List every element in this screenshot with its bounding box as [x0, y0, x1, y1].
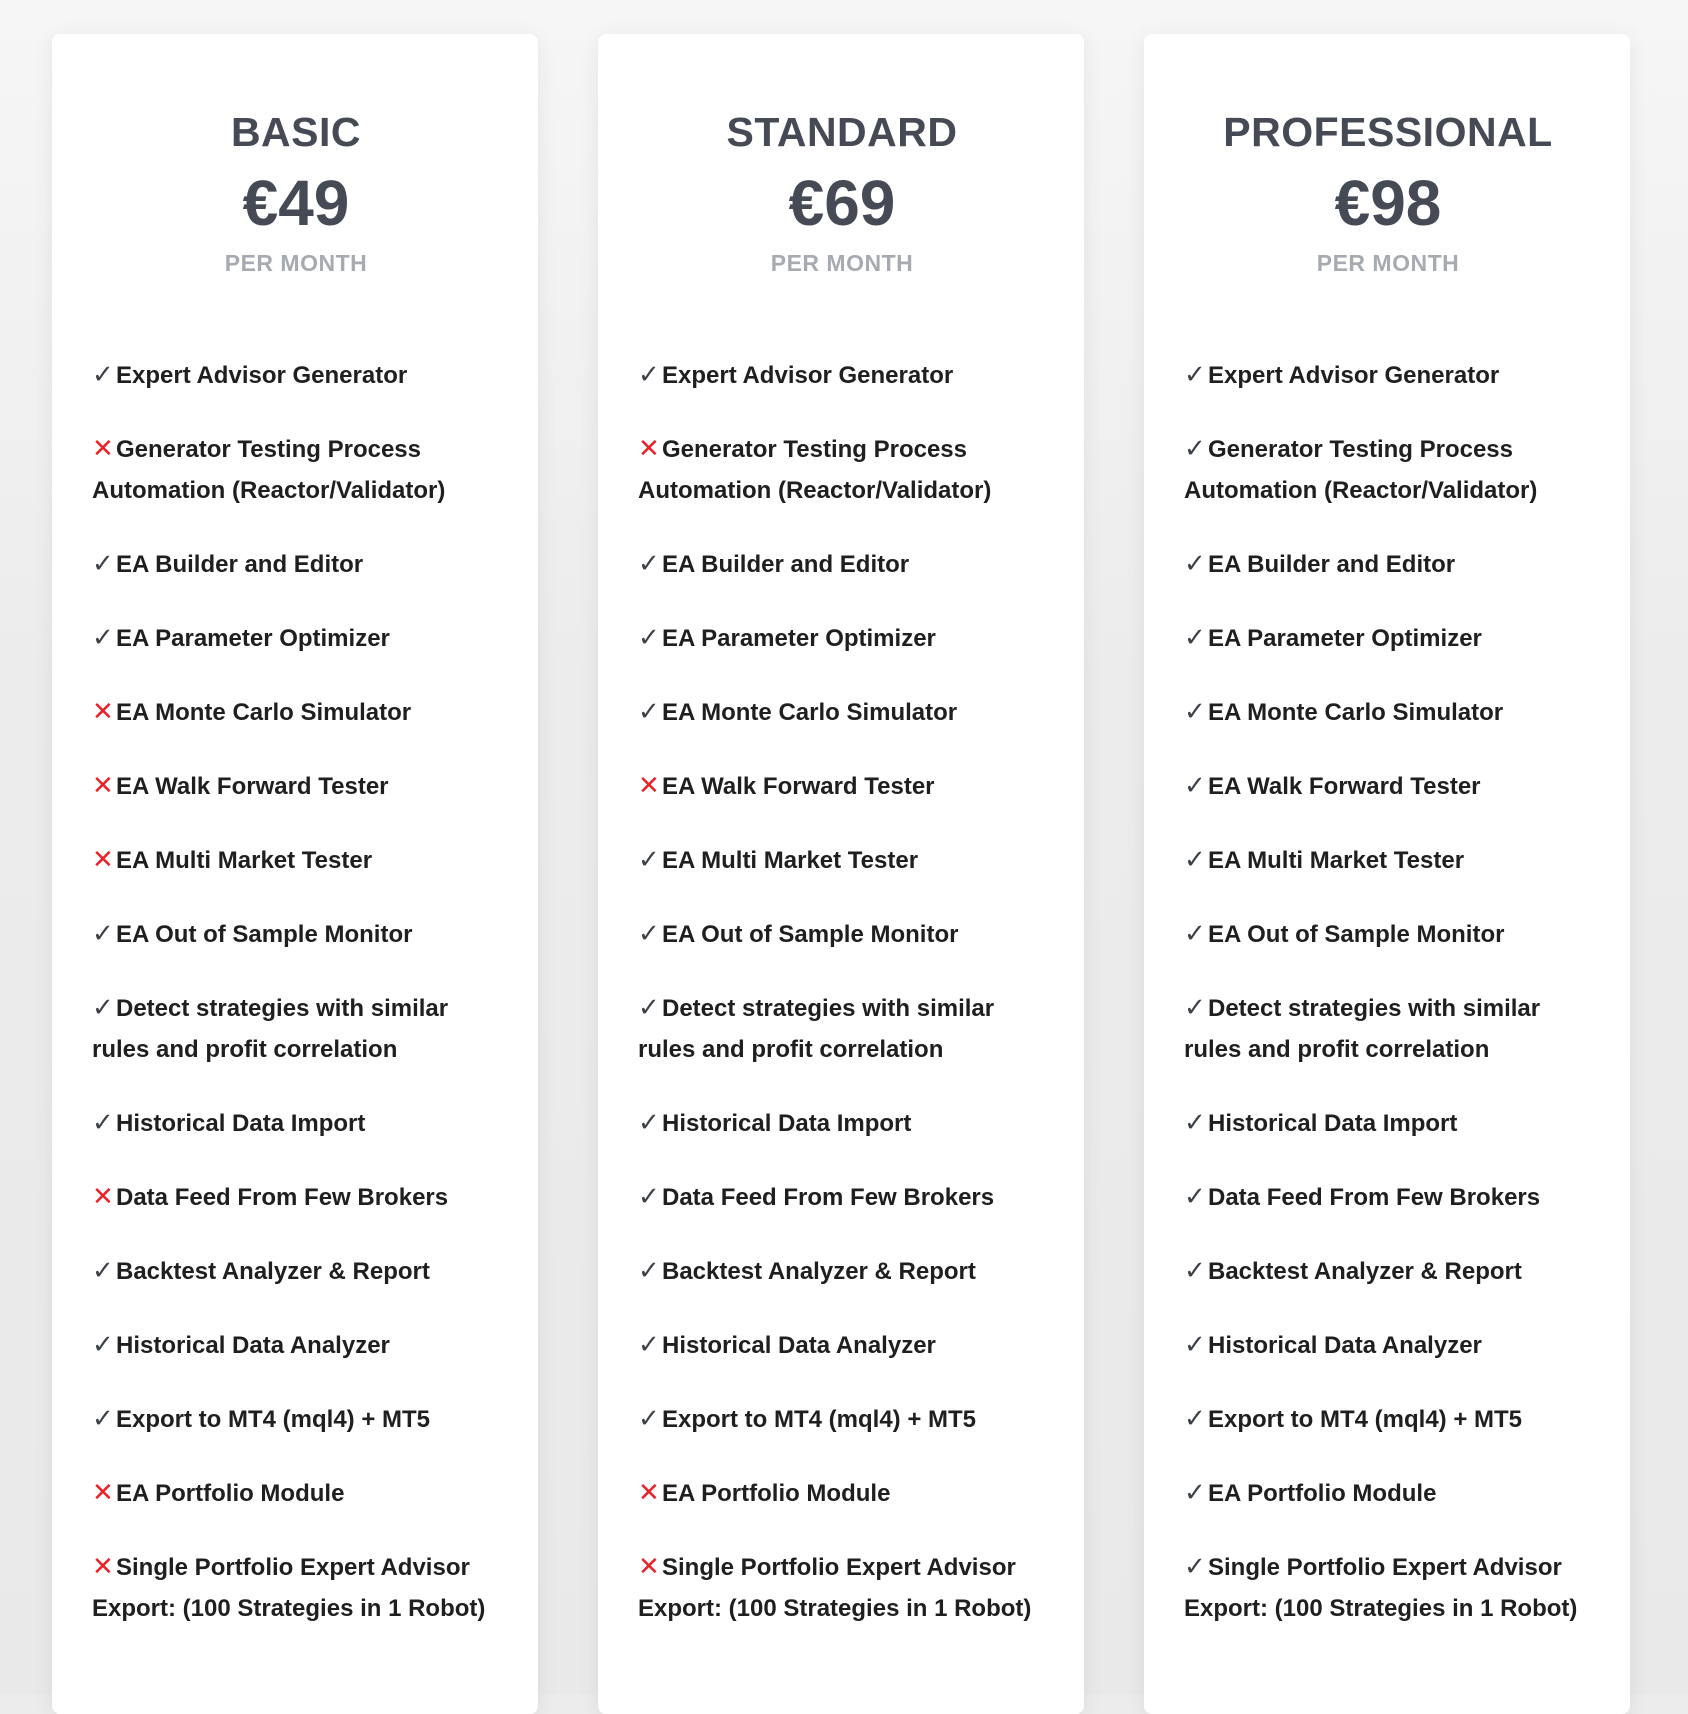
plan-name: STANDARD: [726, 109, 958, 155]
feature-text: EA Monte Carlo Simulator: [116, 699, 412, 726]
cross-icon: ✕: [92, 844, 114, 874]
feature-text: EA Parameter Optimizer: [662, 625, 936, 652]
check-icon: ✓: [1184, 1477, 1206, 1507]
check-icon: ✓: [92, 1329, 114, 1359]
cross-icon: ✕: [92, 696, 114, 726]
check-icon: ✓: [1184, 770, 1206, 800]
feature-item: [92, 987, 500, 1070]
check-icon: ✓: [1184, 918, 1206, 948]
check-icon: ✓: [638, 548, 660, 578]
check-icon: ✓: [638, 1255, 660, 1285]
check-icon: ✓: [92, 1255, 114, 1285]
plan-price: €69: [788, 167, 896, 239]
plan-card-standard: [598, 34, 1084, 1714]
feature-item: [638, 1250, 1046, 1292]
check-icon: ✓: [638, 918, 660, 948]
feature-item: [638, 1176, 1046, 1218]
feature-text: EA Walk Forward Tester: [662, 773, 935, 800]
feature-item: [638, 1398, 1046, 1440]
feature-item: [1184, 617, 1592, 659]
plan-period: PER MONTH: [224, 250, 368, 276]
feature-item: [1184, 543, 1592, 585]
check-icon: ✓: [1184, 433, 1206, 463]
feature-text: EA Portfolio Module: [116, 1480, 345, 1507]
feature-text: Detect strategies with similar rules and profit correlation: [92, 995, 449, 1063]
cross-icon: ✕: [92, 433, 114, 463]
feature-item: [1184, 1250, 1592, 1292]
feature-text: Historical Data Analyzer: [662, 1332, 936, 1359]
plan-period: PER MONTH: [1316, 250, 1460, 276]
feature-text: Historical Data Analyzer: [116, 1332, 390, 1359]
feature-list: [638, 354, 1046, 1629]
feature-item: [638, 765, 1046, 807]
feature-text: Expert Advisor Generator: [116, 362, 408, 389]
feature-text: EA Builder and Editor: [662, 551, 910, 578]
check-icon: ✓: [638, 1181, 660, 1211]
feature-item: [1184, 839, 1592, 881]
feature-item: [638, 987, 1046, 1070]
plan-price: €49: [242, 167, 350, 239]
check-icon: ✓: [1184, 359, 1206, 389]
feature-text: Historical Data Import: [1208, 1110, 1458, 1137]
feature-text: EA Builder and Editor: [1208, 551, 1456, 578]
feature-item: [92, 1250, 500, 1292]
feature-item: [638, 617, 1046, 659]
feature-text: EA Monte Carlo Simulator: [1208, 699, 1504, 726]
feature-item: [1184, 354, 1592, 396]
feature-text: Data Feed From Few Brokers: [662, 1184, 995, 1211]
feature-item: [638, 1472, 1046, 1514]
feature-item: [92, 617, 500, 659]
cross-icon: ✕: [638, 1477, 660, 1507]
feature-item: [638, 1324, 1046, 1366]
feature-item: [92, 1546, 500, 1629]
cross-icon: ✕: [638, 770, 660, 800]
feature-item: [92, 1324, 500, 1366]
check-icon: ✓: [638, 1329, 660, 1359]
feature-text: Export to MT4 (mql4) + MT5: [1208, 1406, 1523, 1433]
check-icon: ✓: [1184, 1551, 1206, 1581]
feature-text: Data Feed From Few Brokers: [1208, 1184, 1541, 1211]
feature-text: EA Multi Market Tester: [1208, 847, 1465, 874]
feature-item: [1184, 1398, 1592, 1440]
feature-text: Historical Data Import: [116, 1110, 366, 1137]
check-icon: ✓: [1184, 1403, 1206, 1433]
feature-text: EA Builder and Editor: [116, 551, 364, 578]
feature-item: [92, 1176, 500, 1218]
feature-item: [638, 1102, 1046, 1144]
feature-list: [1184, 354, 1592, 1629]
feature-text: Export to MT4 (mql4) + MT5: [662, 1406, 977, 1433]
feature-text: EA Parameter Optimizer: [116, 625, 390, 652]
feature-text: Expert Advisor Generator: [1208, 362, 1500, 389]
feature-text: EA Parameter Optimizer: [1208, 625, 1482, 652]
feature-text: Generator Testing Process Automation (Reactor/Validator): [92, 436, 446, 504]
feature-text: EA Multi Market Tester: [116, 847, 373, 874]
feature-item: [92, 765, 500, 807]
feature-text: Backtest Analyzer & Report: [1208, 1258, 1522, 1285]
feature-item: [92, 1398, 500, 1440]
feature-item: [1184, 1176, 1592, 1218]
feature-text: Detect strategies with similar rules and profit correlation: [638, 995, 995, 1063]
feature-item: [92, 839, 500, 881]
feature-text: EA Portfolio Module: [662, 1480, 891, 1507]
feature-text: Expert Advisor Generator: [662, 362, 954, 389]
feature-item: [638, 428, 1046, 511]
feature-item: [1184, 1102, 1592, 1144]
feature-text: Single Portfolio Expert Advisor Export: (100 Strategies in 1 Robot): [92, 1554, 486, 1622]
check-icon: ✓: [92, 992, 114, 1022]
feature-text: Data Feed From Few Brokers: [116, 1184, 449, 1211]
feature-text: EA Multi Market Tester: [662, 847, 919, 874]
feature-list: [92, 354, 500, 1629]
feature-text: EA Walk Forward Tester: [116, 773, 389, 800]
plan-price: €98: [1334, 167, 1442, 239]
check-icon: ✓: [1184, 548, 1206, 578]
check-icon: ✓: [92, 548, 114, 578]
feature-item: [1184, 1472, 1592, 1514]
feature-text: Export to MT4 (mql4) + MT5: [116, 1406, 431, 1433]
feature-item: [1184, 913, 1592, 955]
feature-item: [1184, 428, 1592, 511]
check-icon: ✓: [1184, 1329, 1206, 1359]
feature-text: Historical Data Import: [662, 1110, 912, 1137]
feature-item: [92, 913, 500, 955]
check-icon: ✓: [92, 1403, 114, 1433]
feature-text: EA Monte Carlo Simulator: [662, 699, 958, 726]
feature-text: EA Out of Sample Monitor: [116, 921, 413, 948]
feature-item: [638, 1546, 1046, 1629]
plan-card-professional: [1144, 34, 1630, 1714]
feature-item: [92, 1102, 500, 1144]
feature-item: [1184, 1546, 1592, 1629]
feature-text: EA Out of Sample Monitor: [1208, 921, 1505, 948]
feature-text: EA Out of Sample Monitor: [662, 921, 959, 948]
check-icon: ✓: [92, 1107, 114, 1137]
feature-item: [92, 1472, 500, 1514]
feature-item: [92, 428, 500, 511]
feature-text: Historical Data Analyzer: [1208, 1332, 1482, 1359]
feature-item: [92, 543, 500, 585]
check-icon: ✓: [638, 622, 660, 652]
feature-text: Detect strategies with similar rules and profit correlation: [1184, 995, 1541, 1063]
cross-icon: ✕: [92, 770, 114, 800]
check-icon: ✓: [1184, 622, 1206, 652]
check-icon: ✓: [1184, 696, 1206, 726]
feature-item: [1184, 1324, 1592, 1366]
check-icon: ✓: [1184, 1255, 1206, 1285]
cross-icon: ✕: [92, 1181, 114, 1211]
cross-icon: ✕: [92, 1551, 114, 1581]
cross-icon: ✕: [638, 1551, 660, 1581]
feature-item: [1184, 987, 1592, 1070]
feature-item: [638, 913, 1046, 955]
check-icon: ✓: [1184, 1107, 1206, 1137]
feature-item: [1184, 691, 1592, 733]
feature-text: Backtest Analyzer & Report: [662, 1258, 976, 1285]
feature-text: Backtest Analyzer & Report: [116, 1258, 430, 1285]
feature-item: [638, 354, 1046, 396]
check-icon: ✓: [638, 359, 660, 389]
check-icon: ✓: [1184, 1181, 1206, 1211]
plan-period: PER MONTH: [770, 250, 914, 276]
check-icon: ✓: [638, 992, 660, 1022]
feature-text: EA Walk Forward Tester: [1208, 773, 1481, 800]
feature-text: Generator Testing Process Automation (Reactor/Validator): [1184, 436, 1538, 504]
feature-text: Generator Testing Process Automation (Reactor/Validator): [638, 436, 992, 504]
feature-text: Single Portfolio Expert Advisor Export: (100 Strategies in 1 Robot): [638, 1554, 1032, 1622]
check-icon: ✓: [92, 918, 114, 948]
check-icon: ✓: [1184, 992, 1206, 1022]
feature-item: [1184, 765, 1592, 807]
check-icon: ✓: [638, 696, 660, 726]
check-icon: ✓: [638, 1107, 660, 1137]
check-icon: ✓: [638, 844, 660, 874]
check-icon: ✓: [92, 622, 114, 652]
check-icon: ✓: [1184, 844, 1206, 874]
plan-name: BASIC: [230, 109, 362, 155]
feature-text: EA Portfolio Module: [1208, 1480, 1437, 1507]
feature-item: [638, 839, 1046, 881]
check-icon: ✓: [92, 359, 114, 389]
cross-icon: ✕: [638, 433, 660, 463]
plan-card-basic: [52, 34, 538, 1714]
feature-item: [92, 691, 500, 733]
cross-icon: ✕: [92, 1477, 114, 1507]
feature-item: [92, 354, 500, 396]
plan-name: PROFESSIONAL: [1223, 109, 1553, 155]
feature-text: Single Portfolio Expert Advisor Export: (100 Strategies in 1 Robot): [1184, 1554, 1578, 1622]
feature-item: [638, 691, 1046, 733]
check-icon: ✓: [638, 1403, 660, 1433]
feature-item: [638, 543, 1046, 585]
